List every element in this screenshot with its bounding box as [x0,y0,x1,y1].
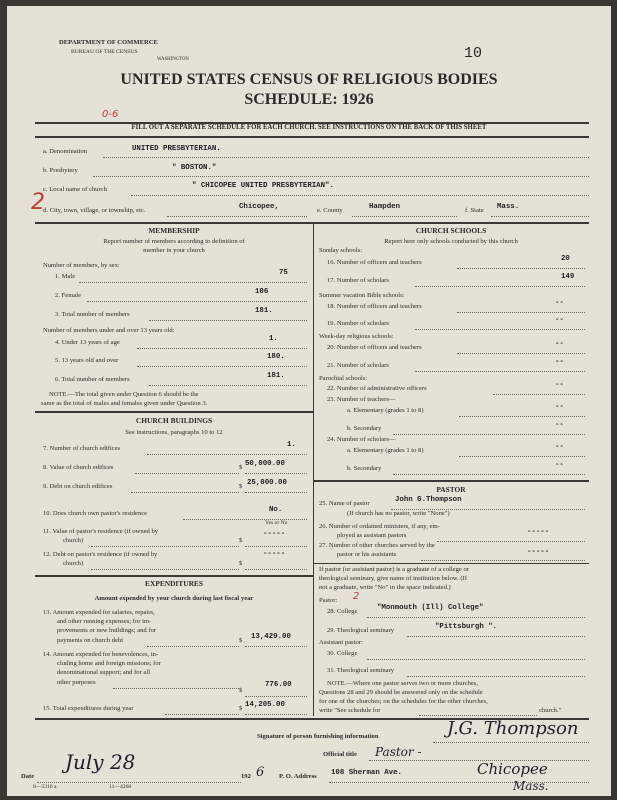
q24a-label: a. Elementary (grades 1 to 8) [347,447,424,454]
q3-value: 181. [255,307,273,315]
pastor-note: for one of the churches; on the schedules for the other churches, [319,698,488,705]
dollar-sign: $ [239,560,243,567]
graduate-instruction: not a graduate, write "No" in the space indicated.) [319,584,451,591]
q15-value: 14,205.00 [245,701,285,709]
q29-value: "Pittsburgh ". [435,623,498,631]
q13-label: payments on church debt [57,637,124,644]
presbytery-value: " BOSTON." [172,164,217,172]
q26-label: 26. Number of ordained ministers, if any, em- [319,523,440,530]
dollar-sign: $ [239,537,243,544]
pastor-note: church." [539,707,562,714]
local-name-label: c. Local name of church [43,186,107,193]
rule [35,222,589,224]
pastor-note: write "See schedule for [319,707,381,714]
state-label: f. State [465,207,484,214]
q1-value: 75 [279,269,288,277]
red-mark-left: 2 [31,190,45,215]
q18-label: 18. Number of officers and teachers [327,303,422,310]
official-title-value: Pastor - [375,745,422,759]
q10-label: 10. Does church own pastor's residence [43,510,148,517]
rule [313,563,589,564]
local-name-value: " CHICOPEE UNITED PRESBYTERIAN". [192,182,334,190]
presbytery-label: b. Presbytery [43,167,78,174]
schools-title: CHURCH SCHOOLS [415,226,487,235]
rule [35,136,589,138]
date-value: July 28 [65,750,136,774]
graduate-instruction: If pastor (or assistant pastor) is a graduate of a college or [319,566,469,573]
q13-label: 13. Amount expended for salaries, repairs, [43,609,155,616]
q22-label: 22. Number of administrative officers [327,385,427,392]
red-mark-pastor: 2 [353,591,360,602]
dollar-sign: $ [239,637,243,644]
dollar-sign: $ [239,483,243,490]
q2-label: 2. Female [55,292,82,299]
form-number: 10 [464,45,483,62]
census-schedule-form [7,6,611,796]
county-label: e. County [317,207,343,214]
signature-value: J.G. Thompson [447,718,579,739]
membership-intro: member in your church [143,247,205,254]
graduate-instruction: theological seminary, give name of institution below. (If [319,575,468,582]
q12-label: church) [63,560,84,567]
form-code: 11—4268 [109,784,132,790]
q5-value: 180. [267,353,285,361]
q14-label: cluding home and foreign missions; for [57,660,161,667]
q19-label: 19. Number of scholars [327,320,389,327]
q13-label: and other running expenses; for im- [57,618,152,625]
q25-value: John G.Thompson [395,496,462,504]
rule [35,411,313,413]
pastor-note: NOTE.—Where one pastor serves two or more churches, [327,680,479,687]
q18-value: -- [555,299,564,307]
membership-note: same as the total of males and females given under Question 3. [41,400,208,407]
q27-value: ----- [527,548,550,556]
q28-label: 28. College [327,608,358,615]
q12-value: ----- [263,550,286,558]
q9-value: 25,000.00 [247,479,287,487]
q13-value: 13,429.00 [251,633,291,641]
q24a-value: -- [555,443,564,451]
q11-value: ----- [263,530,286,538]
address-value: 108 Sherman Ave. [331,769,402,777]
address-handwritten: Chicopee [477,760,548,778]
city-label: d. City, town, village, or township, etc. [43,207,146,214]
q1-label: 1. Male [55,273,76,280]
q21-label: 21. Number of scholars [327,362,389,369]
q5-label: 5. 13 years old and over [55,357,119,364]
dollar-sign: $ [239,464,243,471]
q26-value: ----- [527,528,550,536]
official-title-label: Official title [323,751,357,758]
weekday-label: Week-day religious schools: [319,333,394,340]
q6-label: 6. Total number of members [55,376,130,383]
q17-label: 17. Number of scholars [327,277,389,284]
q27-label: pastor or his assistants [337,551,397,558]
buildings-intro: See instructions, paragraphs 10 to 12 [125,429,223,436]
q23a-label: a. Elementary (grades 1 to 8) [347,407,424,414]
q11-label: church) [63,537,84,544]
q14-label: 14. Amount expended for benevolences, in- [43,651,159,658]
q11-label: 11. Value of pastor's residence (if owned by [43,528,159,535]
q28-value: "Monmouth (Ill) College" [377,604,484,612]
by-sex-label: Number of members, by sex: [43,262,120,269]
q26-label: ployed as assistant pastors [337,532,407,539]
q16-label: 16. Number of officers and teachers [327,259,422,266]
yes-no-hint: Yes or No [265,520,288,526]
pastor-sublabel: Pastor: [319,597,338,604]
membership-note: NOTE.—The total given under Question 6 should be the [49,391,199,398]
q13-label: provements or new buildings; and for [57,627,157,634]
q20-value: -- [555,340,564,348]
pastor-note: Questions 28 and 29 should be answered only on the schedule [319,689,483,696]
form-subtitle: SCHEDULE: 1926 [244,91,374,108]
expenditures-title: EXPENDITURES [145,579,203,588]
address-handwritten: Mass. [513,779,549,793]
q24-label: 24. Number of scholars— [327,436,396,443]
q25-label: 25. Name of pastor [319,500,370,507]
q23a-value: -- [555,403,564,411]
expenditures-intro: Amount expended by your church during last fiscal year [94,595,254,602]
q21-value: -- [555,358,564,366]
address-label: P. O. Address [279,773,317,780]
department-label: DEPARTMENT OF COMMERCE [59,39,158,46]
buildings-title: CHURCH BUILDINGS [135,416,213,425]
q24b-value: -- [555,461,564,469]
pastor-title: PASTOR [436,485,466,494]
denomination-value: UNITED PRESBYTERIAN. [132,145,221,153]
q31-label: 31. Theological seminary [327,667,395,674]
summer-label: Summer vacation Bible schools: [319,292,405,299]
q22-value: -- [555,381,564,389]
q4-value: 1. [269,335,278,343]
dollar-sign: $ [239,705,243,712]
q4-label: 4. Under 13 years of age [55,339,120,346]
q25-note: (If church has no pastor, write "None") [347,510,450,517]
q6-value: 181. [267,372,285,380]
q12-label: 12. Debt on pastor's residence (if owned by [43,551,158,558]
q24b-label: b. Secondary [347,465,382,472]
age-intro: Number of members under and over 13 years old: [43,327,175,334]
denomination-label: a. Denomination [43,148,87,155]
q8-label: 8. Value of church edifices [43,464,114,471]
rule [35,575,313,577]
sunday-label: Sunday schools: [319,247,363,254]
q23b-value: -- [555,421,564,429]
q14-label: other purposes [57,679,96,686]
year-value: 6 [256,765,265,780]
q8-value: 50,000.00 [245,460,285,468]
red-mark-top: 0-6 [102,109,119,120]
date-label: Date [21,773,35,780]
q14-label: denominational support; and for all [57,669,151,676]
q19-value: -- [555,316,564,324]
q10-value: No. [269,506,283,514]
dollar-sign: $ [239,687,243,694]
membership-title: MEMBERSHIP [148,226,200,235]
year-label: 192 [241,773,251,780]
q20-label: 20. Number of officers and teachers [327,344,422,351]
q23-label: 23. Number of teachers— [327,396,396,403]
membership-intro: Report number of members according to definition of [103,238,245,245]
column-divider [313,222,314,716]
schools-intro: Report here only schools conducted by this church [384,238,518,245]
signature-label: Signature of person furnishing information [257,733,379,740]
form-title: UNITED STATES CENSUS OF RELIGIOUS BODIES [120,71,498,88]
q3-label: 3. Total number of members [55,311,130,318]
q29-label: 29. Theological seminary [327,627,395,634]
q7-label: 7. Number of church edifices [43,445,121,452]
instruction-banner: FILL OUT A SEPARATE SCHEDULE FOR EACH CHURCH. SEE INSTRUCTIONS ON THE BACK OF THIS SHEET [131,124,487,131]
q27-label: 27. Number of other churches served by the [319,542,435,549]
q7-value: 1. [287,441,296,449]
assistant-pastor-sublabel: Assistant pastor: [319,639,363,646]
county-value: Hampden [369,203,401,211]
q14-value: 776.00 [265,681,292,689]
city-value: Chicopee, [239,203,279,211]
q2-value: 106 [255,288,269,296]
q9-label: 9. Debt on church edifices [43,483,113,490]
form-code: 8—3316 a [33,784,57,790]
q16-value: 20 [561,255,570,263]
parochial-label: Parochial schools: [319,375,368,382]
state-value: Mass. [497,203,520,211]
q30-label: 30. College [327,650,358,657]
bureau-label: BUREAU OF THE CENSUS [71,49,138,55]
rule [313,480,589,482]
q17-value: 149 [561,273,575,281]
city-label: WASHINGTON [157,57,189,62]
q15-label: 15. Total expenditures during year [43,705,134,712]
q23b-label: b. Secondary [347,425,382,432]
